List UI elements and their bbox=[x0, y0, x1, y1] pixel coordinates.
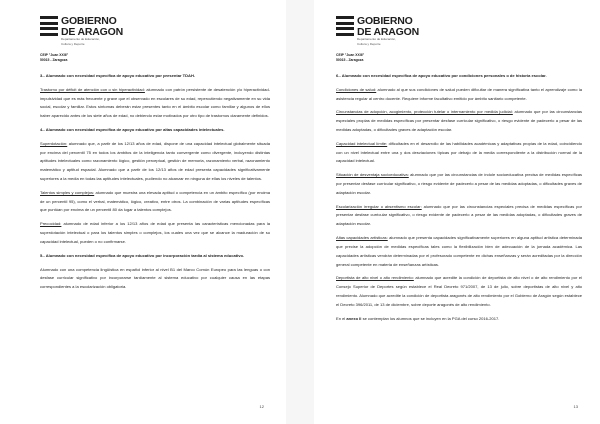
term-text: alumnado con patrón persistente de desatención y/o hiperactividad-impulsividad que es más frecuente y grave que el observado en escolares de su edad, repercutiendo negativamente en su vida social, escolar y familiar. Estos síntomas deberán estar presentes tanto en el ámbito escolar como familiar y algunos de ellos haber aparecido antes de los siete años de edad, no debiendo estar motivados por otro tipo de trastornos claramente definidos. bbox=[40, 86, 270, 119]
item-paragraph bbox=[336, 108, 582, 134]
term-label: Situación de desventaja socioeducativa: bbox=[336, 172, 409, 178]
section-3-paragraph bbox=[40, 86, 270, 121]
term-label: Condiciones de salud: bbox=[336, 86, 377, 92]
page-right bbox=[314, 0, 600, 424]
section-6-title: 6.- Alumnado con necesidad específica de apoyo educativo por condiciones personales o de historia escolar. bbox=[336, 72, 547, 78]
logo-stripes-icon bbox=[336, 16, 354, 36]
school-header bbox=[336, 53, 582, 64]
term-text: alumnado que, a partir de los 12/13 años de edad, dispone de una capacidad intelectual globalmente situada por encima del percentil 75 en todos los ámbitos de la inteligencia tanto convergente como divergente, incluyendo distintas aptitudes intelectuales como razonamiento lógico, gestión perceptual, gestión de memoria, razonamiento verbal, razonamiento matemático y aptitud espacial. Alumnado que a partir de los 12/13 años de edad presenta capacidades significativamente superiores a la media en todas las aptitudes intelectuales, pudiendo no alcanzar en ninguna de ellas los niveles de talentos. bbox=[40, 140, 270, 181]
term-text: alumnado que acredite la condición de deportista de alto nivel o de alto rendimiento por el Consejo Superior de Deportes según establece el Real Decreto 971/2007, de 13 de julio, sobre deportistas de alto nivel y alto rendimiento. Alumnado que acredite la condición de deportista aragonés de alto rendimiento por el Gobierno de Aragón según establece el Decreto 396/2011, de 13 de diciembre, sobre deporte aragonés de alto rendimiento. bbox=[336, 275, 582, 307]
term-text: alumnado al que sus condiciones de salud pueden dificultar de manera significativa tanto el aprendizaje como la asistencia regular al centro docente. Requiere informe facultativo emitido por ámbito sanitario competente. bbox=[336, 86, 582, 101]
page-content bbox=[336, 72, 582, 324]
school-header bbox=[40, 53, 270, 64]
term-text: alumnado de edad inferior a los 12/13 años de edad que presenta las características mencionadas para la superdotación intelectual o para los talentos simples o complejos, los cuales una vez que se alcance la maduración de su capacidad intelectual, pueden o no confirmarse. bbox=[40, 221, 270, 244]
gobierno-aragon-logo bbox=[40, 15, 270, 46]
logo-subtitle-line1: Departamento de Educación, bbox=[357, 37, 396, 41]
item-paragraph bbox=[336, 274, 582, 309]
annex-link-text: anexo II bbox=[346, 315, 362, 321]
term-label: Trastorno por déficit de atención con o sin hiperactividad: bbox=[40, 86, 145, 92]
logo-title-line1: GOBIERNO bbox=[61, 15, 117, 27]
term-label: Deportista de alto nivel o alto rendimiento: bbox=[336, 275, 414, 281]
section-5-title: 5.- Alumnado con necesidad específica de apoyo educativo por incorporación tardía al sistema educativo. bbox=[40, 252, 245, 258]
item-paragraph bbox=[336, 171, 582, 197]
item-paragraph bbox=[336, 86, 582, 104]
logo-title-line1: GOBIERNO bbox=[357, 15, 413, 27]
logo-title-line2: DE ARAGON bbox=[357, 25, 419, 38]
page-content bbox=[40, 72, 270, 292]
school-name: CEIP "Juan XXIII" bbox=[336, 53, 365, 57]
term-text: alumnado que muestra una elevada aptitud o competencia en un ámbito específico (por encima de un percentil 95), como el verbal, matemático, lógico, creativo, entre otros. La combinación de varias aptitudes específicas que puntúan por encima de un percentil 80 da lugar a talentos complejos. bbox=[40, 189, 271, 213]
section-4-paragraph-2 bbox=[40, 189, 270, 215]
annex-note bbox=[336, 315, 582, 324]
term-label: Precocidad: bbox=[40, 221, 62, 227]
term-label: Altas capacidades artísticas: bbox=[336, 235, 388, 241]
term-text: alumnado que presenta capacidades significativamente superiores en alguna aptitud artística determinada que precise la adopción de medidas específicas tales como la flexibilización bien de adecuación de la jornada académica. Las capacidades artísticas vendrán determinadas por el profesorado competente en dichas enseñanzas y serán acreditadas por la dirección general competente en materia de enseñanzas artísticas. bbox=[336, 235, 582, 267]
school-city: 50015 - Zaragoza bbox=[336, 58, 364, 63]
page-number: 13 bbox=[573, 404, 578, 409]
section-5-paragraph: Alumnado con una competencia lingüística en español inferior al nivel B1 del Marco Común Europeo para las lenguas o con desfase curricular significativo por incorporarse tardíamente al sistema educativo por cualquier causa en las etapas correspondientes a la escolarización obligatoria. bbox=[40, 266, 270, 290]
page-left bbox=[0, 0, 286, 424]
gobierno-aragon-logo bbox=[336, 15, 582, 46]
logo-title-line2: DE ARAGON bbox=[61, 25, 123, 38]
term-text: alumnado que por las circunstancias especiales precisa de medidas específicas por presentar desfase curricular significativo, o riesgo evidente de padecerlo a pesar de las medidas adoptadas, o dificultades graves de adaptación escolar. bbox=[336, 203, 582, 227]
section-4-title: 4.- Alumnado con necesidad específica de apoyo educativo por altas capacidades intelectuales. bbox=[40, 126, 225, 132]
item-paragraph bbox=[336, 140, 582, 166]
term-label: Superdotación: bbox=[40, 140, 68, 146]
term-label: Escolarización irregular o absentismo escolar: bbox=[336, 203, 422, 209]
section-4-paragraph-3 bbox=[40, 220, 270, 246]
logo-stripes-icon bbox=[40, 16, 58, 36]
term-label: Capacidad intelectual límite: bbox=[336, 140, 388, 146]
school-name: CEIP "Juan XXIII" bbox=[40, 53, 69, 57]
school-city: 50015 - Zaragoza bbox=[40, 58, 68, 63]
item-paragraph bbox=[336, 203, 582, 229]
logo-subtitle-line2: Cultura y Deporte bbox=[61, 41, 85, 46]
term-text: alumnado que por las circunstancias especiales propias de medidas específicas por presentar desfase curricular significativo, o riesgo evidente de padecerlo a pesar de las medidas adoptadas, o dificultades graves de adaptación escolar. bbox=[336, 109, 583, 132]
section-3-title: 3.- Alumnado con necesidad específica de apoyo educativo por presentar TDAH. bbox=[40, 72, 196, 78]
term-label: Talentos simples y complejos: bbox=[40, 189, 95, 195]
annex-prefix: En el bbox=[336, 315, 346, 321]
logo-subtitle-line2: Cultura y Deporte bbox=[357, 41, 381, 46]
page-number: 12 bbox=[259, 404, 264, 409]
term-label: Circunstancias de adopción, acogimiento, protección tutelar o internamiento por medida judicial: bbox=[336, 109, 513, 115]
term-text: alumnado que por las circunstancias de índole socioeducativa precisa de medidas específicas por presentar desfase curricular significativo, o riesgo evidente de padecerlo a pesar de las medidas adoptadas, o dificultades graves de adaptación escolar. bbox=[336, 172, 582, 195]
item-paragraph bbox=[336, 234, 582, 269]
annex-suffix: se contemplan los alumnos que se incluyen en la PGA del curso 2016-2017. bbox=[362, 315, 500, 321]
section-4-paragraph-1 bbox=[40, 140, 270, 184]
logo-subtitle-line1: Departamento de Educación, bbox=[61, 37, 100, 41]
term-text: dificultades en el desarrollo de las habilidades académicas y adaptativas propias de la edad, coincidiendo con un nivel intelectual entre una y dos desviaciones típicas por debajo de la media correspondiente a la distribución normal de la capacidad intelectual. bbox=[336, 140, 582, 164]
